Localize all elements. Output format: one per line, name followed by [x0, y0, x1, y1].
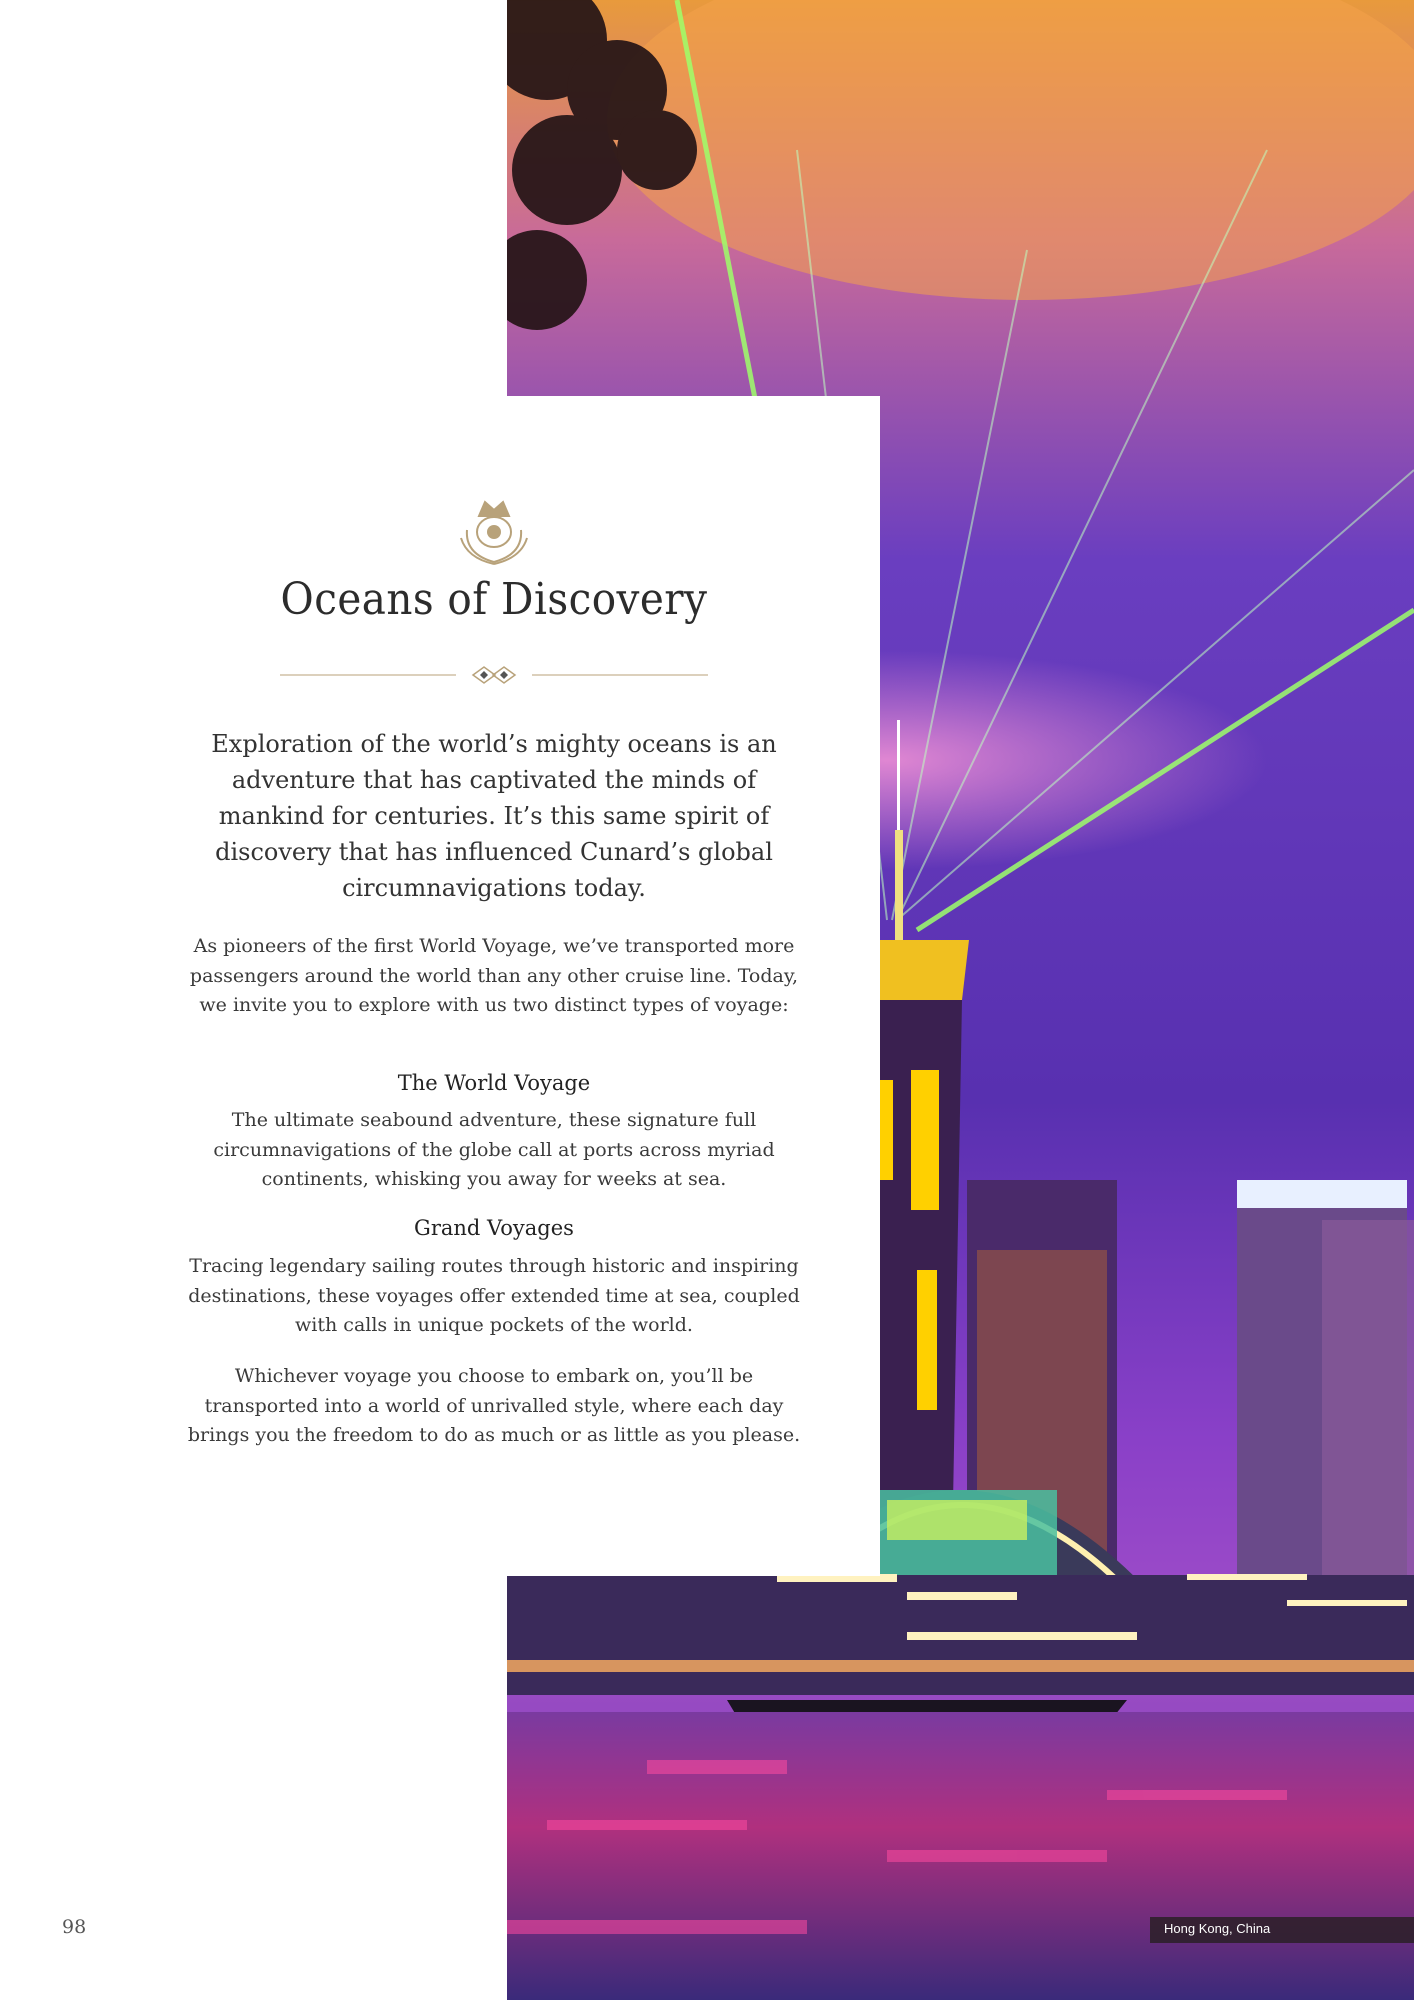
crest-icon [455, 492, 533, 566]
world-voyage-text: The ultimate seabound adventure, these signature full circumnavigations of the globe call at ports across myriad continents, whisking you away for weeks at sea. [213, 1109, 775, 1190]
world-voyage-heading: The World Voyage [397, 1071, 591, 1095]
page-number: 98 [62, 1916, 87, 1938]
grand-voyages-text: Tracing legendary sailing routes through historic and inspiring destinations, these voyages offer extended time at sea, coupled with calls in unique pockets of the world. [188, 1255, 800, 1336]
photo-caption [1150, 1917, 1414, 1943]
ornament-divider [280, 664, 708, 686]
grand-voyages-heading: Grand Voyages [414, 1216, 574, 1240]
intro-text: Exploration of the world’s mighty oceans is an adventure that has captivated the minds of mankind for centuries. It’s this same spirit of discovery that has influenced Cunard’s global circumnavigations today. [211, 730, 777, 902]
page-title: Oceans of Discovery [280, 574, 708, 625]
closing-paragraph: Whichever voyage you choose to embark on, you’ll be transported into a world of unrivalled style, where each day brings you the freedom to do as much or as little as you please. [187, 1365, 801, 1446]
text-panel [0, 396, 880, 1576]
pioneers-paragraph: As pioneers of the first World Voyage, we’ve transported more passengers around the world than any other cruise line. Today, we invite you to explore with us two distinct types of voyage: [189, 935, 799, 1016]
photo-caption-text: Hong Kong, China [1164, 1921, 1271, 1936]
